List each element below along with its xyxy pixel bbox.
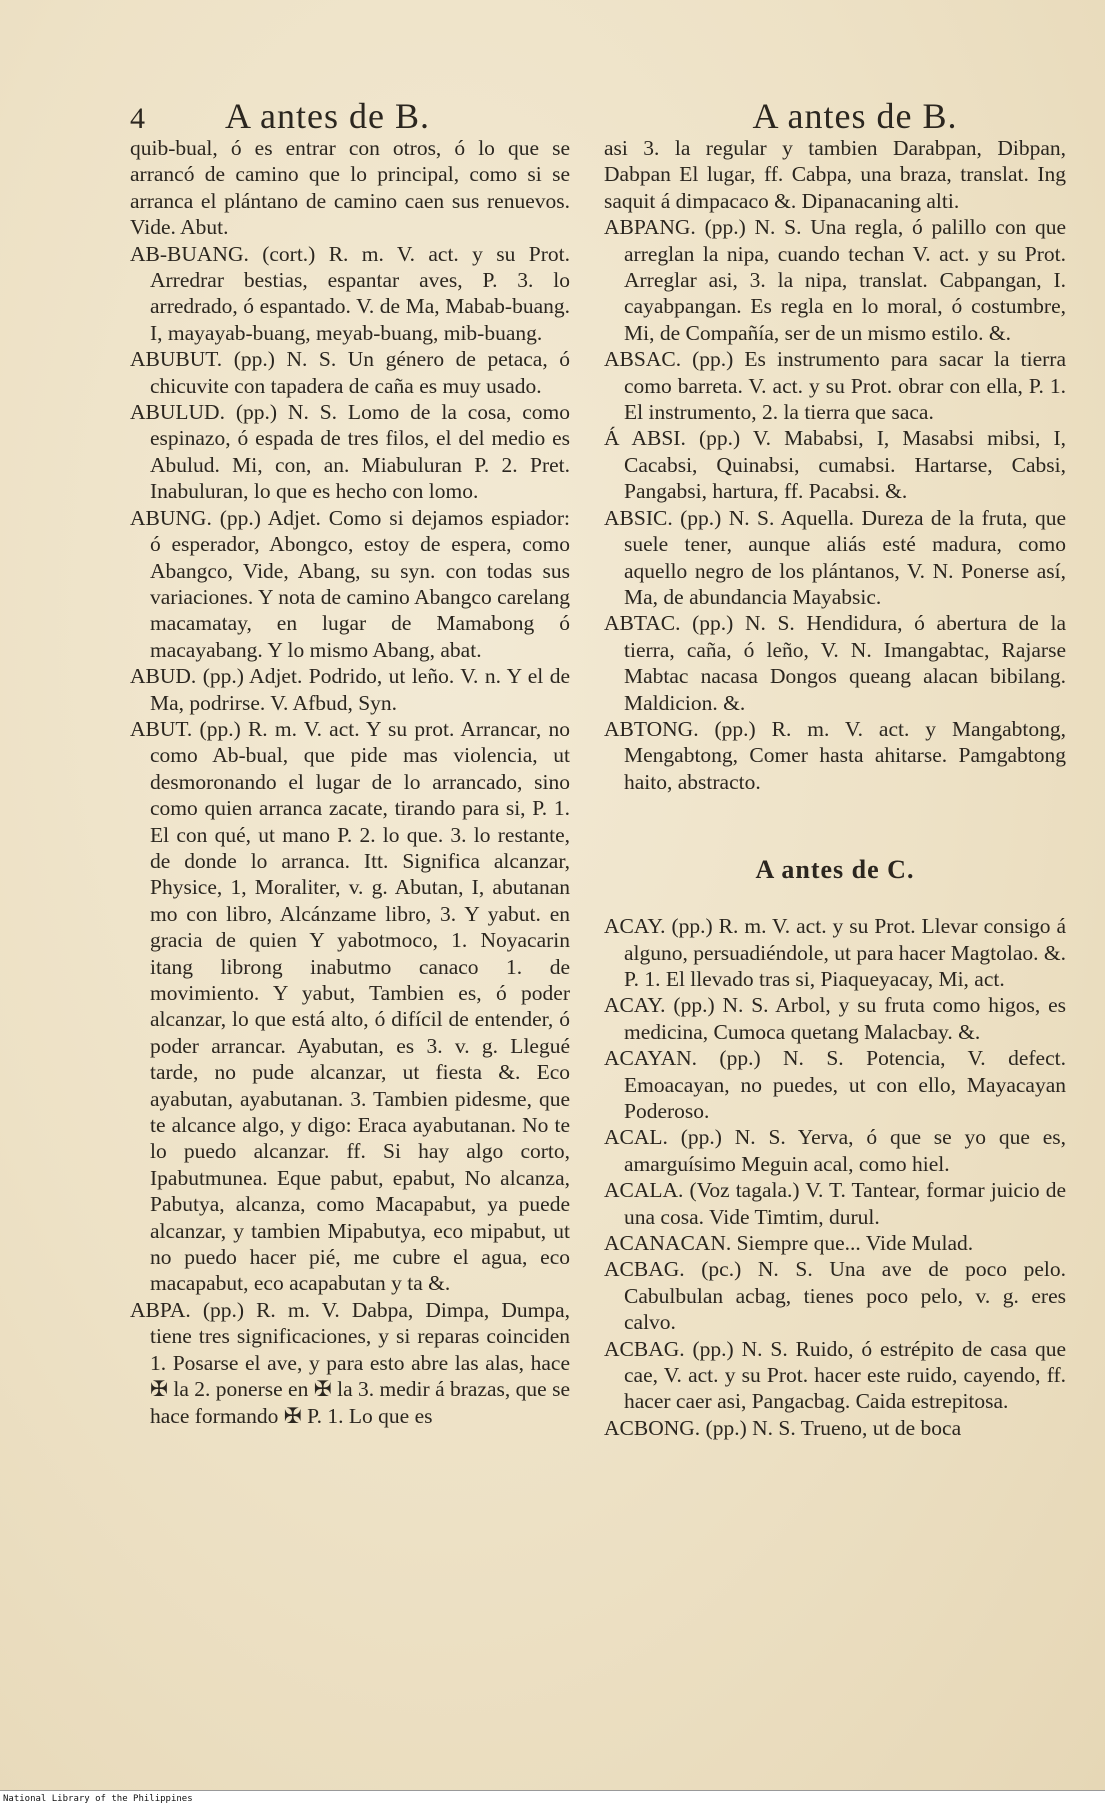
right-entries [604, 135, 1066, 795]
dictionary-entry: ABTONG. (pp.) R. m. V. act. y Mangabtong, Mengabtong, Comer hasta ahitarse. Pamgabtong haito, abstracto. [604, 716, 1066, 794]
right-header-title: A antes de B. [752, 96, 958, 136]
dictionary-entry: asi 3. la regular y tambien Darabpan, Dibpan, Dabpan El lugar, ff. Cabpa, una braza, translat. Ing saquit á dimpacaco &. Dipanacaning alti. [604, 136, 1066, 213]
dictionary-entry: ACAY. (pp.) N. S. Arbol, y su fruta como higos, es medicina, Cumoca quetang Malacbay. &. [604, 993, 1066, 1044]
dictionary-entry: ABUNG. (pp.) Adjet. Como si dejamos espiador: ó esperador, Abongco, estoy de espera, como Abangco, Vide, Abang, su syn. con todas sus variaciones. Y nota de camino Abangco carelang macamatay, en lugar de Mamabong ó macayabang. Y lo mismo Abang, abat. [130, 505, 570, 662]
dictionary-entry: ABULUD. (pp.) N. S. Lomo de la cosa, como espinazo, ó espada de tres filos, el del medio es Abulud. Mi, con, an. Miabuluran P. 2. Pret. Inabuluran, lo que es hecho con lomo. [130, 400, 570, 504]
dictionary-entry: ABPA. (pp.) R. m. V. Dabpa, Dimpa, Dumpa, tiene tres significaciones, y si reparas coinciden 1. Posarse el ave, y para esto abre las alas, hace ✠ la 2. ponerse en ✠ la 3. medir á brazas, que se hace formando ✠ P. 1. Lo que es [130, 1297, 570, 1428]
page-number: 4 [130, 102, 145, 135]
dictionary-entry: Á ABSI. (pp.) V. Mababsi, I, Masabsi mibsi, I, Cacabsi, Quinabsi, cumabsi. Hartarse, Cabsi, Pangabsi, hartura, ff. Pacabsi. &. [604, 426, 1066, 504]
dictionary-entry: ACBONG. (pp.) N. S. Trueno, ut de boca [604, 1415, 962, 1440]
dictionary-entry: AB-BUANG. (cort.) R. m. V. act. y su Prot. Arredrar bestias, espantar aves, P. 3. lo arredrado, ó espantado. V. de Ma, Mabab-buang. I, mayayab-buang, meyab-buang, mib-buang. [130, 241, 570, 345]
right-column [604, 95, 1066, 1441]
right-entries-section-c [604, 913, 1066, 1441]
dictionary-entry: ACAL. (pp.) N. S. Yerva, ó que se yo que es, amarguísimo Meguin acal, como hiel. [604, 1125, 1066, 1176]
dictionary-entry: ACANACAN. Siempre que... Vide Mulad. [604, 1231, 974, 1256]
dictionary-entry: ACBAG. (pp.) N. S. Ruido, ó estrépito de casa que cae, V. act. y su Prot. hacer este ruido, cayendo, ff. hacer caer asi, Pangacbag. Caida estrepitosa. [604, 1336, 1066, 1414]
dictionary-entry: ABUT. (pp.) R. m. V. act. Y su prot. Arrancar, no como Ab-bual, que pide mas violencia, ut desmoronando el lugar de lo arrancado, sino como quien arranca zacate, tirando para si, P. 1. El con qué, ut mano P. 2. lo que. 3. lo restante, de donde lo arranca. Itt. Significa alcanzar, Physice, 1, Moraliter, v. g. Abutan, I, abutanan mo con libro, Alcánzame libro, 3. Y yabut. en gracia de quien Y yabotmoco, 1. Noyacarin itang librong inabutmo canaco 1. de movimiento. Y yabut, Tambien es, ó poder alcanzar, lo que está alto, ó difícil de entender, ó poder arrancar. Ayabutan, es 3. v. g. Llegué tarde, no pude alcanzar, ut fiesta &. Eco ayabutan, ayabutanan. 3. Tambien pidesme, que te alcance algo, y digo: Eraca ayabutanan. No te lo puedo alcanzar. ff. Si hay algo corto, Ipabutmunea. Eque pabut, epabut, No alcanza, Pabutya, alcanza, como Macapabut, ya puede alcanzar, y tambien Mipabutya, eco mipabut, ut no puedo hacer pié, me cubre el agua, eco macapabut, eco acapabutan y ta &. [130, 716, 570, 1296]
dictionary-entry: ABUBUT. (pp.) N. S. Un género de petaca, ó chicuvite con tapadera de caña es muy usado. [130, 347, 570, 398]
section-heading: A antes de C. [755, 855, 915, 885]
left-header-title: A antes de B. [225, 96, 430, 136]
dictionary-entry: ABPANG. (pp.) N. S. Una regla, ó palillo con que arreglan la nipa, cuando techan V. act. y su Prot. Arreglar asi, 3. la nipa, translat. Cabpangan, I. cayabpangan. Es regla en lo moral, ó costumbre, Mi, de Compañía, ser de un mismo estilo. &. [604, 215, 1066, 345]
dictionary-entry: ACALA. (Voz tagala.) V. T. Tantear, formar juicio de una cosa. Vide Timtim, durul. [604, 1178, 1066, 1229]
left-entries [130, 135, 570, 1429]
right-page-header [604, 95, 1066, 136]
dictionary-entry: ABSAC. (pp.) Es instrumento para sacar la tierra como barreta. V. act. y su Prot. obrar con ella, P. 1. El instrumento, 2. la tierra que saca. [604, 347, 1066, 425]
dictionary-entry: ABTAC. (pp.) N. S. Hendidura, ó abertura de la tierra, caña, ó leño, V. N. Imangabtac, Rajarse Mabtac nacasa Dongos queang alacan bibilang. Maldicion. &. [604, 611, 1066, 715]
left-page-header [130, 95, 570, 136]
dictionary-entry: ACAYAN. (pp.) N. S. Potencia, V. defect. Emoacayan, no puedes, ut con ello, Mayacayan Poderoso. [604, 1046, 1066, 1123]
left-column [130, 95, 570, 1429]
dictionary-entry: ACAY. (pp.) R. m. V. act. y su Prot. Llevar consigo á alguno, persuadiéndole, ut para hacer Magtolao. &. P. 1. El llevado tras si, Piaqueyacay, Mi, act. [604, 914, 1066, 991]
dictionary-entry: quib-bual, ó es entrar con otros, ó lo que se arrancó de camino que lo principal, como si se arranca el plántano de camino caen sus renuevos. Vide. Abut. [130, 136, 570, 240]
dictionary-entry: ACBAG. (pc.) N. S. Una ave de poco pelo. Cabulbulan acbag, tienes poco pelo, v. g. eres calvo. [604, 1257, 1066, 1335]
library-watermark-footer: National Library of the Philippines [0, 1790, 1105, 1809]
dictionary-entry: ABSIC. (pp.) N. S. Aquella. Dureza de la fruta, que suele tener, aunque aliás esté madura, como aquello negro de los plántanos, V. N. Ponerse así, Ma, de abundancia Mayabsic. [604, 505, 1066, 609]
dictionary-entry: ABUD. (pp.) Adjet. Podrido, ut leño. V. n. Y el de Ma, podrirse. V. Afbud, Syn. [130, 664, 570, 715]
